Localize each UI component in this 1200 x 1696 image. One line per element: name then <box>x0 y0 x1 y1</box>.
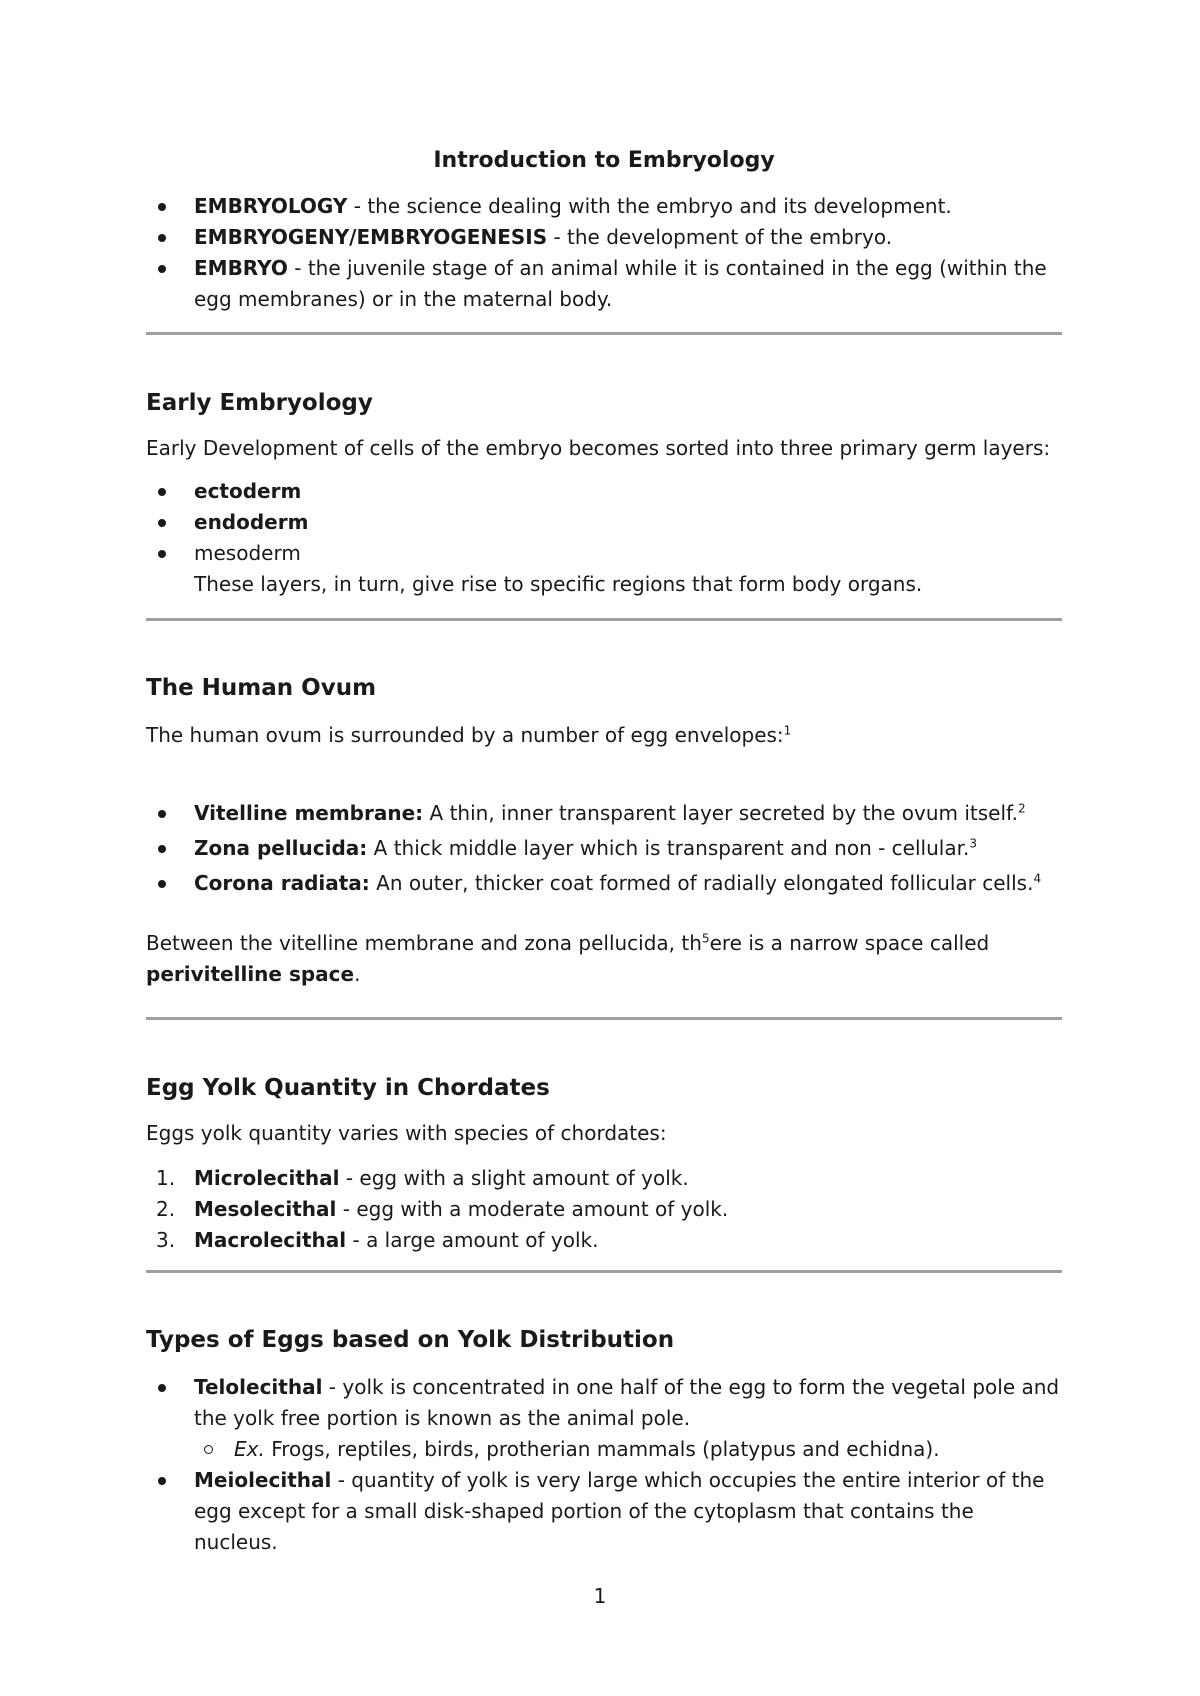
definition-term: EMBRYOLOGY <box>194 194 348 218</box>
distribution-term: Telolecithal <box>194 1375 323 1399</box>
list-item <box>146 1163 1062 1194</box>
section-yolk-distribution <box>146 1325 1062 1355</box>
section-heading: The Human Ovum <box>146 675 377 701</box>
definition-text: - the development of the embryo. <box>547 225 893 249</box>
section-heading: Early Embryology <box>146 390 373 416</box>
list-item <box>146 476 1062 507</box>
bullet-icon <box>158 550 166 558</box>
bullet-icon <box>158 845 166 853</box>
list-item <box>146 253 1062 315</box>
definition-text: - the juvenile stage of an animal while it is contained in the egg (within the egg membranes) or in the maternal body. <box>194 256 1047 311</box>
paragraph <box>146 928 1062 990</box>
yolk-term: Macrolecithal <box>194 1228 347 1252</box>
yolk-term: Microlecithal <box>194 1166 340 1190</box>
hollow-bullet-icon <box>204 1445 213 1454</box>
yolk-quantity-lead <box>146 1118 1062 1148</box>
distribution-term: Meiolecithal <box>194 1468 332 1492</box>
section-heading: Types of Eggs based on Yolk Distribution <box>146 1327 675 1353</box>
footnote-ref: 2 <box>1017 801 1026 816</box>
bullet-icon <box>158 1384 166 1392</box>
paragraph-text: The human ovum is surrounded by a number of egg envelopes: <box>146 723 784 747</box>
list-item <box>146 796 1062 831</box>
envelope-text: An outer, thicker coat formed of radially elongated follicular cells. <box>369 871 1034 895</box>
footnote-ref: 5 <box>701 931 710 946</box>
yolk-distribution-list-wrap <box>146 1372 1062 1558</box>
paragraph: Eggs yolk quantity varies with species of chordates: <box>146 1121 667 1145</box>
list-number: 3. <box>156 1228 176 1252</box>
document-title: Introduction to Embryology <box>433 148 775 173</box>
list-item <box>146 538 1062 600</box>
example-list <box>194 1434 1062 1465</box>
distribution-text: - yolk is concentrated in one half of the egg to form the vegetal pole and the yolk free portion is known as the animal pole. <box>194 1375 1060 1430</box>
germ-layer-label: ectoderm <box>194 479 302 503</box>
section-yolk-quantity <box>146 1073 1062 1103</box>
yolk-text: - egg with a moderate amount of yolk. <box>336 1197 729 1221</box>
list-item <box>146 866 1062 901</box>
list-item <box>146 507 1062 538</box>
section-divider <box>146 1017 1062 1020</box>
early-lead <box>146 433 1062 463</box>
paragraph-text: Between the vitelline membrane and zona pellucida, th <box>146 931 702 955</box>
definition-term: EMBRYO <box>194 256 288 280</box>
bullet-icon <box>158 519 166 527</box>
ovum-envelope-list-wrap <box>146 796 1062 901</box>
ovum-lead <box>146 720 1062 750</box>
yolk-quantity-list-wrap <box>146 1163 1062 1256</box>
section-heading: Egg Yolk Quantity in Chordates <box>146 1075 550 1101</box>
list-item <box>146 1372 1062 1465</box>
bullet-icon <box>158 234 166 242</box>
envelope-term: Zona pellucida: <box>194 836 368 860</box>
paragraph: Early Development of cells of the embryo becomes sorted into three primary germ layers: <box>146 436 1051 460</box>
paragraph-text: . <box>354 962 361 986</box>
distribution-text: - quantity of yolk is very large which occupies the entire interior of the egg except for a small disk-shaped portion of the cytoplasm that contains the nucleus. <box>194 1468 1045 1554</box>
section-early-embryology <box>146 388 1062 418</box>
footnote-ref: 4 <box>1033 871 1042 886</box>
envelope-text: A thin, inner transparent layer secreted by the ovum itself. <box>423 801 1018 825</box>
envelope-text: A thick middle layer which is transparent and non - cellular. <box>367 836 970 860</box>
definition-term: EMBRYOGENY/EMBRYOGENESIS <box>194 225 548 249</box>
list-item <box>146 1465 1062 1558</box>
example-text: Frogs, reptiles, birds, protherian mammals (platypus and echidna). <box>264 1437 940 1461</box>
bullet-icon <box>158 810 166 818</box>
list-item <box>146 222 1062 253</box>
yolk-quantity-list <box>146 1163 1062 1256</box>
definition-list <box>146 191 1062 315</box>
example-prefix: Ex. <box>234 1437 265 1461</box>
germ-layer-label: mesoderm <box>194 541 301 565</box>
perivitelline-paragraph <box>146 928 1062 990</box>
perivitelline-term: perivitelline space <box>146 962 355 986</box>
germ-layer-note: These layers, in turn, give rise to specific regions that form body organs. <box>194 572 923 596</box>
list-item <box>146 191 1062 222</box>
section-divider <box>146 332 1062 335</box>
section-divider <box>146 1270 1062 1273</box>
germ-layer-list-wrap <box>146 476 1062 600</box>
germ-layer-label: endoderm <box>194 510 309 534</box>
list-item <box>194 1434 1062 1465</box>
yolk-text: - egg with a slight amount of yolk. <box>339 1166 689 1190</box>
footnote-ref: 1 <box>783 723 792 738</box>
yolk-distribution-list <box>146 1372 1062 1558</box>
envelope-term: Corona radiata: <box>194 871 370 895</box>
page-number: 1 <box>593 1584 607 1608</box>
bullet-icon <box>158 265 166 273</box>
egg-envelope-list <box>146 796 1062 901</box>
list-item <box>146 831 1062 866</box>
list-item <box>146 1194 1062 1225</box>
bullet-icon <box>158 1477 166 1485</box>
list-item <box>146 1225 1062 1256</box>
bullet-icon <box>158 488 166 496</box>
section-human-ovum <box>146 673 1062 703</box>
list-number: 1. <box>156 1166 176 1190</box>
definition-text: - the science dealing with the embryo and its development. <box>347 194 952 218</box>
yolk-text: - a large amount of yolk. <box>346 1228 599 1252</box>
bullet-icon <box>158 880 166 888</box>
paragraph <box>146 720 1062 750</box>
list-number: 2. <box>156 1197 176 1221</box>
yolk-term: Mesolecithal <box>194 1197 337 1221</box>
germ-layer-list <box>146 476 1062 600</box>
intro-definitions <box>146 191 1062 315</box>
envelope-term: Vitelline membrane: <box>194 801 424 825</box>
footnote-ref: 3 <box>969 836 977 851</box>
bullet-icon <box>158 203 166 211</box>
section-divider <box>146 618 1062 621</box>
paragraph-text: ere is a narrow space called <box>709 931 990 955</box>
